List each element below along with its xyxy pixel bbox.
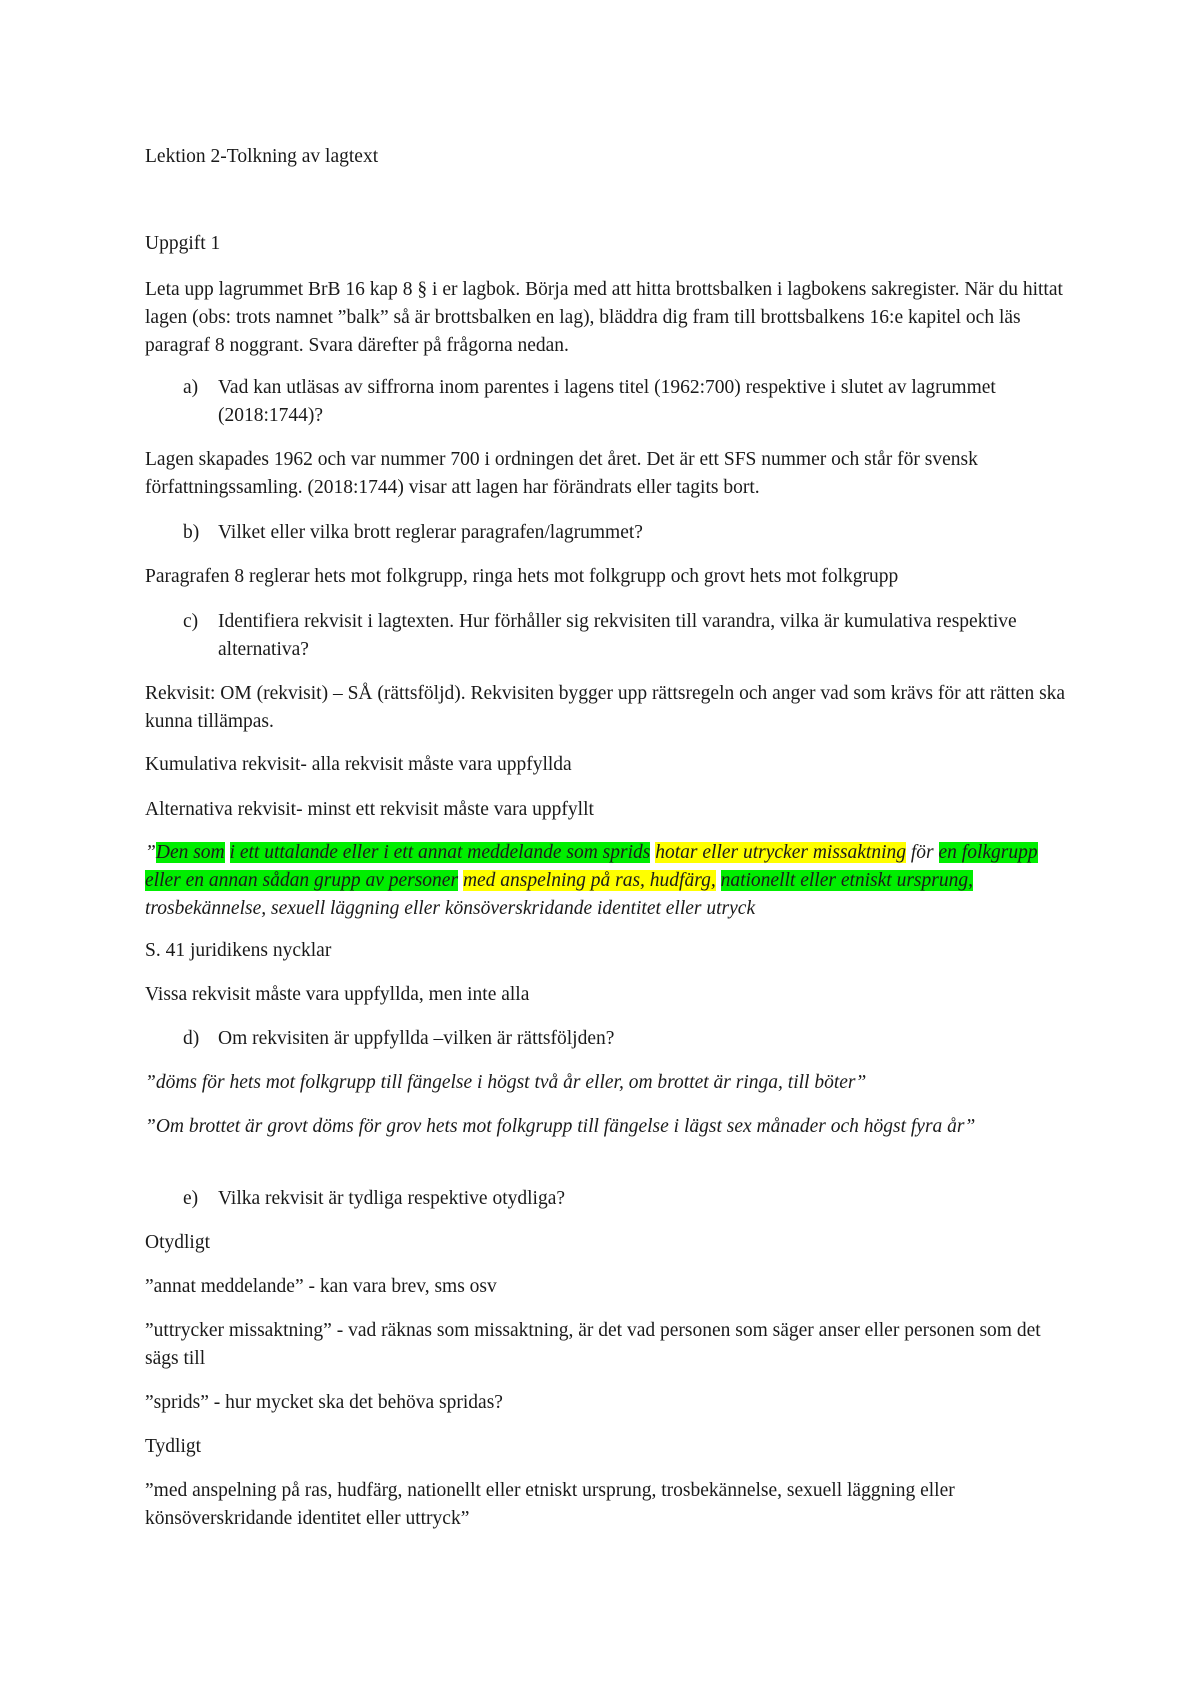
quote-space (716, 870, 721, 891)
note: Vissa rekvisit måste vara uppfyllda, men inte alla (145, 984, 530, 1005)
clear-item: ”med anspelning på ras, hudfärg, nationellt eller etniskt ursprung, trosbekännelse, sexuell läggning eller könsöverskridande identitet eller uttryck” (145, 1480, 955, 1529)
quote-space (225, 842, 230, 863)
question-d-text: Om rekvisiten är uppfyllda –vilken är rättsföljden? (218, 1028, 615, 1049)
quote-anspelning: med anspelning på ras, hudfärg, (462, 870, 716, 891)
unclear-item: ”annat meddelande” - kan vara brev, sms osv (145, 1276, 497, 1297)
answer-c-kumulativa: Kumulativa rekvisit- alla rekvisit måste vara uppfyllda (145, 754, 572, 775)
question-d (145, 1025, 1075, 1053)
reference: S. 41 juridikens nycklar (145, 940, 332, 961)
question-e-label: e) (183, 1188, 199, 1209)
question-c-text: Identifiera rekvisit i lagtexten. Hur förhåller sig rekvisiten till varandra, vilka är kumulativa respektive alternativa? (218, 611, 1017, 660)
document-title: Lektion 2-Tolkning av lagtext (145, 146, 379, 167)
quote-uttalande: i ett uttalande eller i ett annat meddelande som sprids (229, 842, 651, 863)
quote-open-mark: ” (145, 842, 156, 863)
quote-den-som: Den som (155, 842, 225, 863)
quote-hotar: hotar eller utrycker missaktning (655, 842, 906, 863)
answer-d-quote-1: ”döms för hets mot folkgrupp till fängelse i högst två år eller, om brottet är ringa, till böter” (145, 1072, 867, 1093)
answer-d-quote-2: ”Om brottet är grovt döms för grov hets mot folkgrupp till fängelse i lägst sex månader och högst fyra år” (145, 1116, 976, 1137)
unclear-heading: Otydligt (145, 1232, 211, 1253)
question-b (145, 519, 1075, 547)
question-b-label: b) (183, 522, 200, 543)
question-a-label: a) (183, 377, 199, 398)
question-b-text: Vilket eller vilka brott reglerar paragrafen/lagrummet? (218, 522, 643, 543)
question-c-label: c) (183, 611, 199, 632)
answer-c-alternativa: Alternativa rekvisit- minst ett rekvisit måste vara uppfyllt (145, 799, 594, 820)
law-quote (145, 839, 1075, 923)
answer-c-rekvisit: Rekvisit: OM (rekvisit) – SÅ (rättsföljd). Rekvisiten bygger upp rättsregeln och anger vad som krävs för att rätten ska kunna tillämpas. (145, 683, 1066, 732)
quote-ursprung: nationellt eller etniskt ursprung, (720, 870, 973, 891)
quote-folkgrupp: en folkgrupp eller en annan sådan grupp av personer (145, 842, 1038, 891)
task-heading: Uppgift 1 (145, 233, 221, 254)
question-a (145, 374, 1075, 430)
quote-for: för (905, 842, 939, 863)
question-a-text: Vad kan utläsas av siffrorna inom parentes i lagens titel (1962:700) respektive i slutet av lagrummet (2018:1744)? (218, 377, 996, 426)
quote-rest: trosbekännelse, sexuell läggning eller könsöverskridande identitet eller utryck (145, 898, 756, 919)
unclear-item: ”uttrycker missaktning” - vad räknas som missaktning, är det vad personen som säger anser eller personen som det sägs till (145, 1320, 1041, 1369)
answer-b: Paragrafen 8 reglerar hets mot folkgrupp, ringa hets mot folkgrupp och grovt hets mot folkgrupp (145, 566, 899, 587)
clear-heading: Tydligt (145, 1436, 202, 1457)
question-d-label: d) (183, 1028, 200, 1049)
answer-a: Lagen skapades 1962 och var nummer 700 i ordningen det året. Det är ett SFS nummer och står för svensk författningssamling. (2018:1744) visar att lagen har förändrats eller tagits bort. (145, 449, 978, 498)
intro-paragraph: Leta upp lagrummet BrB 16 kap 8 § i er lagbok. Börja med att hitta brottsbalken i lagbokens sakregister. När du hittat lagen (obs: trots namnet ”balk” så är brottsbalken en lag), bläddra dig fram till brottsbalkens 16:e kapitel och läs paragraf 8 noggrant. Svara därefter på frågorna nedan. (145, 279, 1063, 356)
question-c (145, 608, 1075, 664)
question-e (145, 1185, 1075, 1213)
unclear-item: ”sprids” - hur mycket ska det behöva spridas? (145, 1392, 503, 1413)
question-e-text: Vilka rekvisit är tydliga respektive otydliga? (218, 1188, 566, 1209)
